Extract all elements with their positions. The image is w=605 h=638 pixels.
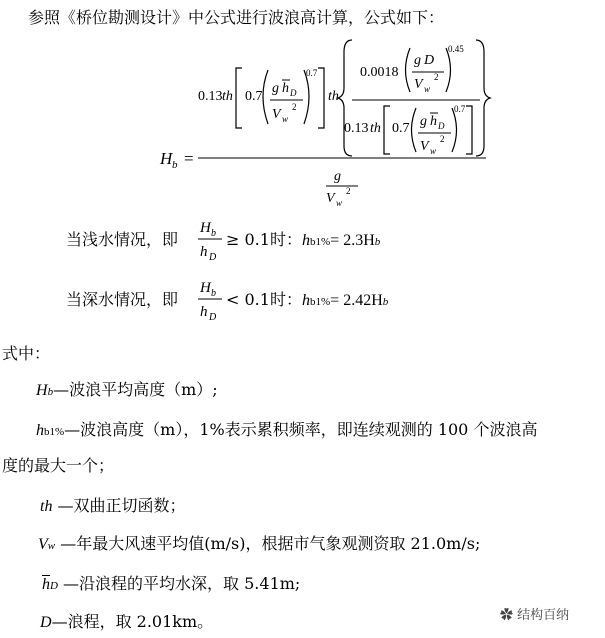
cond-shallow-prefix: 当浅水情况，即 bbox=[66, 230, 179, 249]
denom-Vsub: w bbox=[336, 198, 343, 208]
frac3-Vsub: w bbox=[430, 146, 437, 156]
inner-left-paren-2 bbox=[412, 108, 417, 152]
exp-045: 0.45 bbox=[448, 44, 464, 54]
frac2-sq: 2 bbox=[434, 72, 439, 82]
frac3-V: V bbox=[420, 139, 429, 154]
right-square-bracket bbox=[318, 68, 324, 128]
wave-height-formula bbox=[0, 30, 605, 245]
th-1: th bbox=[222, 89, 233, 104]
frac2-V: V bbox=[414, 77, 423, 92]
frac3-hsub: D bbox=[438, 121, 445, 131]
left-curly-brace bbox=[338, 40, 352, 156]
coef-013-b: 0.13 bbox=[344, 121, 369, 136]
frac1-sq: 2 bbox=[292, 102, 297, 112]
def-th: th —双曲正切函数； bbox=[40, 496, 186, 515]
intro-text: 参照《桥位勘测设计》中公式进行波浪高计算，公式如下： bbox=[28, 8, 445, 27]
cond-deep-prefix: 当深水情况，即 bbox=[66, 290, 179, 309]
inner-right-paren-2 bbox=[452, 108, 457, 152]
ratio-Hsub: b bbox=[211, 228, 216, 239]
denom-V: V bbox=[326, 191, 335, 206]
inner-left-paren bbox=[406, 48, 411, 92]
exp-07-b: 0.7 bbox=[454, 104, 466, 114]
inner-right-paren bbox=[446, 48, 451, 92]
wechat-icon: ✿ bbox=[500, 608, 514, 623]
th-3: th bbox=[370, 121, 381, 136]
formula-lhs-sub: b bbox=[172, 159, 178, 171]
frac3-sq: 2 bbox=[440, 134, 445, 144]
coef-07-b: 0.7 bbox=[392, 121, 410, 136]
frac1-Vsub: w bbox=[282, 114, 289, 124]
frac3-g: g bbox=[420, 114, 427, 129]
def-hb1: hb1%—波浪高度（m），1%表示累积频率，即连续观测的 100 个波浪高 bbox=[36, 420, 538, 439]
right-curly-brace bbox=[476, 40, 490, 156]
formula-equals: = bbox=[184, 149, 194, 168]
ratio-hsub: D bbox=[209, 252, 217, 263]
th-2: th bbox=[328, 89, 339, 104]
coef-07: 0.7 bbox=[245, 89, 263, 104]
exp-07-a: 0.7 bbox=[306, 68, 318, 78]
coef-00018: 0.0018 bbox=[360, 65, 399, 80]
frac2-g: g bbox=[414, 53, 421, 68]
cond-deep-result: hb1%= 2.42Hb bbox=[302, 292, 389, 309]
frac1-V: V bbox=[272, 107, 281, 122]
frac2-Vsub: w bbox=[424, 84, 431, 94]
ratio-H: H bbox=[200, 220, 211, 236]
cond-shallow-result: hb1%= 2.3Hb bbox=[302, 232, 381, 249]
frac1-g: g bbox=[272, 81, 279, 96]
formula-lhs: H bbox=[160, 149, 173, 168]
left-square-bracket bbox=[236, 68, 242, 128]
frac2-D: D bbox=[424, 53, 435, 68]
cond-deep-rel: < 0.1时： bbox=[226, 290, 302, 309]
coef-013: 0.13 bbox=[198, 89, 223, 104]
inner-right-square-bracket bbox=[466, 106, 472, 154]
def-hb1-cont: 度的最大一个； bbox=[2, 456, 115, 475]
frac3-h: h bbox=[430, 114, 437, 129]
denom-sq: 2 bbox=[346, 186, 351, 196]
def-hD: $\overline{h}D$ —沿浪程的平均水深，取 5.41m; bbox=[42, 574, 301, 593]
denom-g: g bbox=[334, 169, 341, 184]
def-D: D—浪程，取 2.01km。 bbox=[40, 612, 214, 631]
ratio-H: H bbox=[200, 280, 211, 296]
ratio-hsub: D bbox=[209, 312, 217, 323]
cond-shallow-rel: ≥ 0.1时： bbox=[226, 230, 302, 249]
frac1-hsub: D bbox=[290, 88, 297, 98]
where-label: 式中： bbox=[2, 344, 51, 363]
frac1-h: h bbox=[282, 81, 289, 96]
def-Hb: Hb—波浪平均高度（m）; bbox=[36, 380, 218, 399]
left-paren bbox=[263, 70, 268, 124]
ratio-Hsub: b bbox=[211, 288, 216, 299]
ratio-h: h bbox=[200, 244, 208, 260]
def-Vw: Vw —年最大风速平均值(m/s)，根据市气象观测资取 21.0m/s; bbox=[38, 534, 481, 553]
inner-left-square-bracket bbox=[384, 106, 390, 154]
right-paren bbox=[304, 70, 309, 124]
ratio-h: h bbox=[200, 304, 208, 320]
watermark: ✿ 结构百纳 bbox=[500, 608, 570, 623]
